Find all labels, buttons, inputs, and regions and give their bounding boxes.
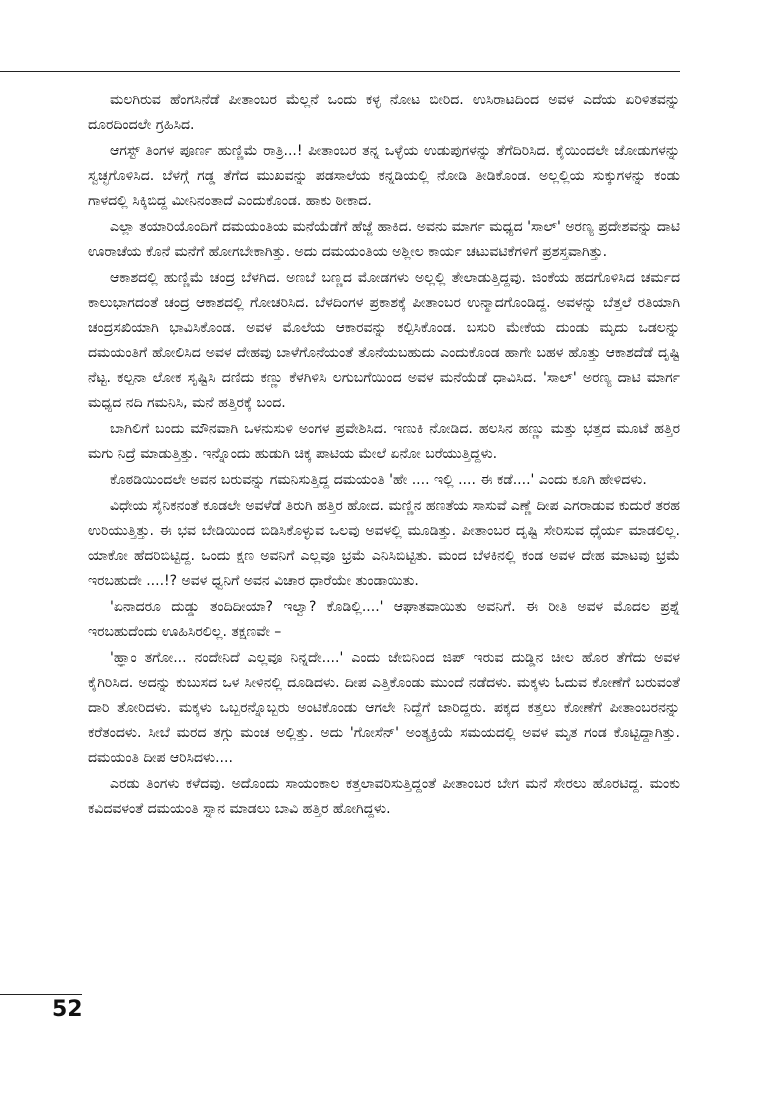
paragraph: ಬಾಗಿಲಿಗೆ ಬಂದು ಮೌನವಾಗಿ ಒಳನುಸುಳಿ ಅಂಗಳ ಪ್ರವೇಶಿಸಿದ. ಇಣುಕಿ ನೋಡಿದ. ಹಲಸಿನ ಹಣ್ಣು ಮತ್ತು ಭತ್ತದ ಮೂಟೆ ಹತ್ತಿರ ಮಗು ನಿದ್ರೆ ಮಾಡುತ್ತಿತ್ತು. ಇನ್ನೊಂದು ಹುಡುಗಿ ಚಿಕ್ಕ ಪಾಟಿಯ ಮೇಲೆ ಏನೋ ಬರೆಯುತ್ತಿದ್ದಳು.	[88, 421, 680, 462]
paragraph: ಆಕಾಶದಲ್ಲಿ ಹುಣ್ಣಿಮೆ ಚಂದ್ರ ಬೆಳಗಿದ. ಅಣಬೆ ಬಣ್ಣದ ಮೋಡಗಳು ಅಲ್ಲಲ್ಲಿ ತೇಲಾಡುತ್ತಿದ್ದವು. ಜಿಂಕೆಯ ಹದಗೊಳಿಸಿದ ಚರ್ಮದ ಕಾಲುಭಾಗದಂತೆ ಚಂದ್ರ ಆಕಾಶದಲ್ಲಿ ಗೋಚರಿಸಿದ. ಬೆಳದಿಂಗಳ ಪ್ರಕಾಶಕ್ಕೆ ಪೀತಾಂಬರ ಉನ್ಮಾದಗೊಂಡಿದ್ದ. ಅವಳನ್ನು ಬೆತ್ತಲೆ ರತಿಯಾಗಿ ಚಂದ್ರಸಖಿಯಾಗಿ ಭಾವಿಸಿಕೊಂಡ. ಅವಳ ಮೊಲೆಯ ಆಕಾರವನ್ನು ಕಲ್ಪಿಸಿಕೊಂಡ. ಬಸುರಿ ಮೇಕೆಯ ದುಂಡು ಮೃದು ಒಡಲನ್ನು ದಮಯಂತಿಗೆ ಹೋಲಿಸಿದ ಅವಳ ದೇಹವು ಬಾಳೆಗೊನೆಯಂತೆ ತೊನೆಯಬಹುದು ಎಂದುಕೊಂಡ ಹಾಗೇ ಬಹಳ ಹೊತ್ತು ಆಕಾಶದೆಡೆ ದೃಷ್ಟಿ ನೆಟ್ಟ. ಕಲ್ಪನಾ ಲೋಕ ಸೃಷ್ಟಿಸಿ ದಣಿದು ಕಣ್ಣು ಕೆಳಗಿಳಿಸಿ ಲಗುಬಗೆಯಿಂದ ಅವಳ ಮನೆಯೆಡೆ ಧಾವಿಸಿದ. 'ಸಾಲ್' ಅರಣ್ಯ ದಾಟಿ ಮಾರ್ಗ ಮಧ್ಯದ ನದಿ ಗಮನಿಸಿ, ಮನೆ ಹತ್ತಿರಕ್ಕೆ ಬಂದ.	[88, 270, 680, 411]
paragraph: 'ಏನಾದರೂ ದುಡ್ಡು ತಂದಿದೀಯಾ? ಇಲ್ವಾ? ಕೊಡಿಲ್ಲಿ....' ಆಘಾತವಾಯಿತು ಅವನಿಗೆ. ಈ ರೀತಿ ಅವಳ ಮೊದಲ ಪ್ರಶ್ನೆ ಇರಬಹುದೆಂದು ಊಹಿಸಿರಲಿಲ್ಲ. ತಕ್ಷಣವೇ –	[88, 599, 680, 640]
page-number: 52	[52, 997, 83, 1022]
paragraph: ಕೊಠಡಿಯಿಂದಲೇ ಅವನ ಬರುವನ್ನು ಗಮನಿಸುತ್ತಿದ್ದ ದಮಯಂತಿ 'ಹೇ .... ಇಲ್ಲಿ .... ಈ ಕಡೆ....' ಎಂದು ಕೂಗಿ ಹೇಳಿದಳು.	[110, 472, 647, 488]
story-text	[88, 88, 680, 823]
paragraph: ಆಗಸ್ಟ್ ತಿಂಗಳ ಪೂರ್ಣ ಹುಣ್ಣಿಮೆ ರಾತ್ರಿ...! ಪೀತಾಂಬರ ತನ್ನ ಒಳ್ಳೆಯ ಉಡುಪುಗಳನ್ನು ತೆಗೆದಿರಿಸಿದ. ಕೈಯಿಂದಲೇ ಜೋಡುಗಳನ್ನು ಸ್ವಚ್ಛಗೊಳಿಸಿದ. ಬೆಳಗ್ಗೆ ಗಡ್ಡ ತೆಗೆದ ಮುಖವನ್ನು ಪಡಸಾಲೆಯ ಕನ್ನಡಿಯಲ್ಲಿ ನೋಡಿ ತೀಡಿಕೊಂಡ. ಅಲ್ಲಲ್ಲಿಯ ಸುಕ್ಕುಗಳನ್ನು ಕಂಡು ಗಾಳದಲ್ಲಿ ಸಿಕ್ಕಿಬಿದ್ದ ಮೀನಿನಂತಾದೆ ಎಂದುಕೊಂಡ. ಹಾಕು ಠೀಕಾದ.	[88, 143, 680, 209]
paragraph: ಎಲ್ಲಾ ತಯಾರಿಯೊಂದಿಗೆ ದಮಯಂತಿಯ ಮನೆಯೆಡೆಗೆ ಹೆಜ್ಜೆ ಹಾಕಿದ. ಅವನು ಮಾರ್ಗ ಮಧ್ಯದ 'ಸಾಲ್' ಅರಣ್ಯ ಪ್ರದೇಶವನ್ನು ದಾಟಿ ಊರಾಚೆಯ ಕೊನೆ ಮನೆಗೆ ಹೋಗಬೇಕಾಗಿತ್ತು. ಅದು ದಮಯಂತಿಯ ಅಶ್ಲೀಲ ಕಾರ್ಯ ಚಟುವಟಿಕೆಗಳಿಗೆ ಪ್ರಶಸ್ತವಾಗಿತ್ತು.	[88, 219, 680, 260]
paragraph: ವಿಧೇಯ ಸೈನಿಕನಂತೆ ಕೂಡಲೇ ಅವಳೆಡೆ ತಿರುಗಿ ಹತ್ತಿರ ಹೋದ. ಮಣ್ಣಿನ ಹಣತೆಯ ಸಾಸುವೆ ಎಣ್ಣೆ ದೀಪ ಎಗರಾಡುವ ಕುದುರೆ ತರಹ ಉರಿಯುತ್ತಿತ್ತು. ಈ ಭವ ಬೇಡಿಯಿಂದ ಬಿಡಿಸಿಕೊಳ್ಳುವ ಒಲವು ಅವಳಲ್ಲಿ ಮೂಡಿತ್ತು. ಪೀತಾಂಬರ ದೃಷ್ಟಿ ಸೇರಿಸುವ ಧೈರ್ಯ ಮಾಡಲಿಲ್ಲ. ಯಾಕೋ ಹೆದರಿಬಿಟ್ಟಿದ್ದ. ಒಂದು ಕ್ಷಣ ಅವನಿಗೆ ಎಲ್ಲವೂ ಭ್ರಮೆ ಎನಿಸಿಬಿಟ್ಟಿತು. ಮಂದ ಬೆಳಕಿನಲ್ಲಿ ಕಂಡ ಅವಳ ದೇಹ ಮಾಟವು ಭ್ರಮೆ ಇರಬಹುದೇ ....!? ಅವಳ ಧ್ವನಿಗೆ ಅವನ ವಿಚಾರ ಧಾರೆಯೇ ತುಂಡಾಯಿತು.	[88, 498, 680, 589]
paragraph: ಎರಡು ತಿಂಗಳು ಕಳೆದವು. ಅದೊಂದು ಸಾಯಂಕಾಲ ಕತ್ತಲಾವರಿಸುತ್ತಿದ್ದಂತೆ ಪೀತಾಂಬರ ಬೇಗ ಮನೆ ಸೇರಲು ಹೊರಟಿದ್ದ. ಮಂಕು ಕವಿದವಳಂತೆ ದಮಯಂತಿ ಸ್ನಾನ ಮಾಡಲು ಬಾವಿ ಹತ್ತಿರ ಹೋಗಿದ್ದಳು.	[88, 776, 680, 817]
header-rule	[0, 71, 680, 72]
footer-rule	[0, 994, 82, 995]
paragraph: ಮಲಗಿರುವ ಹೆಂಗಸಿನೆಡೆ ಪೀತಾಂಬರ ಮೆಲ್ಲನೆ ಒಂದು ಕಳ್ಳ ನೋಟ ಬೀರಿದ. ಉಸಿರಾಟದಿಂದ ಅವಳ ಎದೆಯ ಏರಿಳಿತವನ್ನು ದೂರದಿಂದಲೇ ಗ್ರಹಿಸಿದ.	[88, 92, 680, 133]
paragraph: 'ಹ್ಞಾಂ ತಗೋ... ನಂದೇನಿದೆ ಎಲ್ಲವೂ ನಿನ್ನದೇ....' ಎಂದು ಜೇಬಿನಿಂದ ಜಿಪ್ ಇರುವ ದುಡ್ಡಿನ ಚೀಲ ಹೊರ ತೆಗೆದು ಅವಳ ಕೈಗಿರಿಸಿದ. ಅದನ್ನು ಕುಬುಸದ ಒಳ ಸೀಳಿನಲ್ಲಿ ದೂಡಿದಳು. ದೀಪ ಎತ್ತಿಕೊಂಡು ಮುಂದೆ ನಡೆದಳು. ಮಕ್ಕಳು ಓದುವ ಕೋಣೆಗೆ ಬರುವಂತೆ ದಾರಿ ತೋರಿದಳು. ಮಕ್ಕಳು ಒಬ್ಬರನ್ನೊಬ್ಬರು ಅಂಟಿಕೊಂಡು ಆಗಲೇ ನಿದ್ದೆಗೆ ಜಾರಿದ್ದರು. ಪಕ್ಕದ ಕತ್ತಲು ಕೋಣೆಗೆ ಪೀತಾಂಬರನನ್ನು ಕರೆತಂದಳು. ಸೀಬೆ ಮರದ ತಗ್ಗು ಮಂಚ ಅಲ್ಲಿತ್ತು. ಅದು 'ಗೋಸೆನ್' ಅಂತ್ಯಕ್ರಿಯೆ ಸಮಯದಲ್ಲಿ ಅವಳ ಮೃತ ಗಂಡ ಕೊಟ್ಟಿದ್ದಾಗಿತ್ತು. ದಮಯಂತಿ ದೀಪ ಆರಿಸಿದಳು....	[88, 650, 680, 766]
